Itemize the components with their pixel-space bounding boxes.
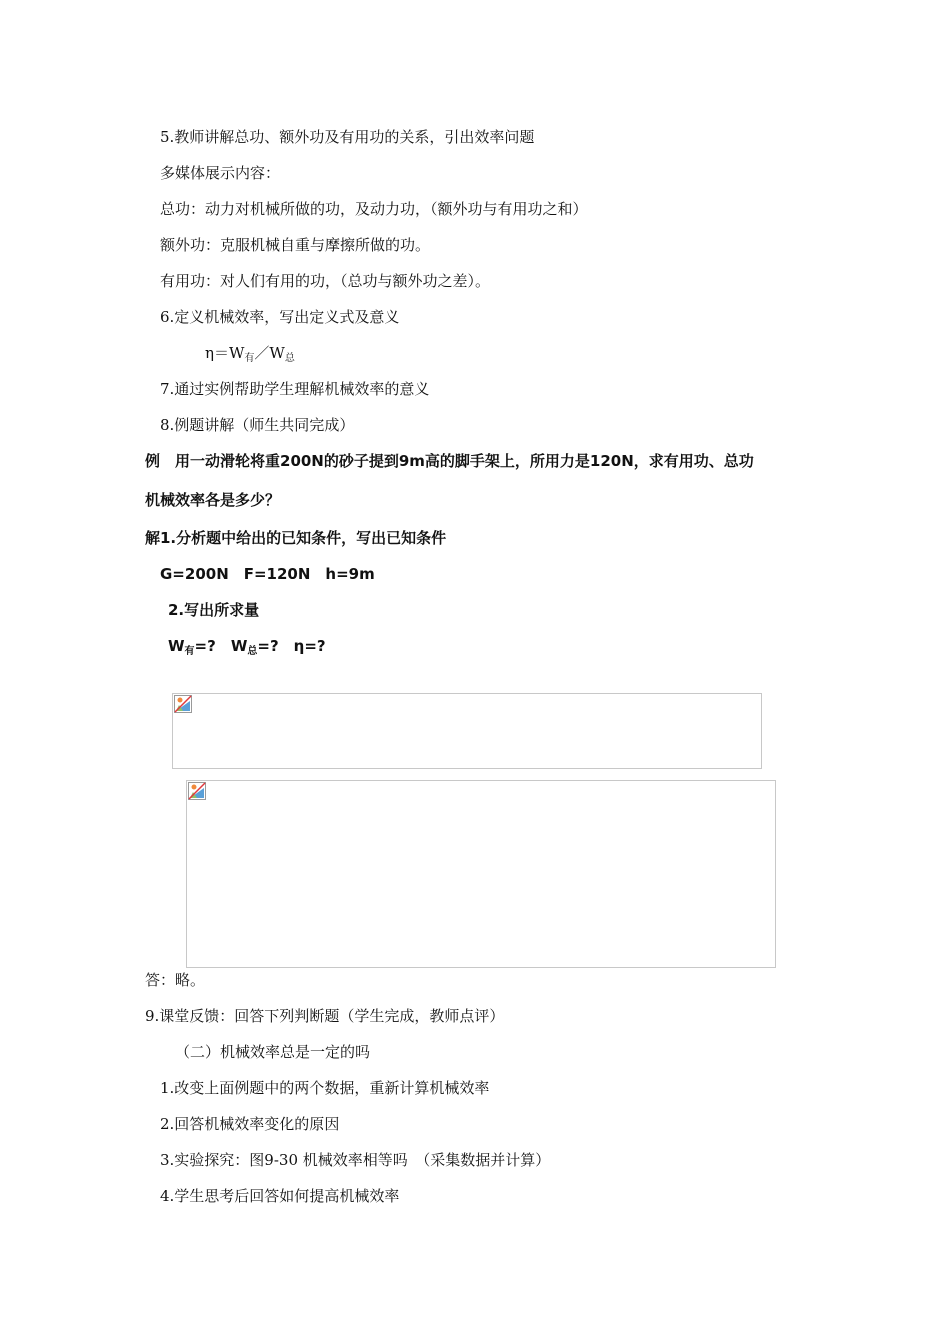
solution-step-2: 2.写出所求量 xyxy=(168,601,260,619)
efficiency-formula xyxy=(205,343,295,369)
example-problem-line-2: 机械效率各是多少？ xyxy=(145,491,281,509)
step-9: 9.课堂反馈：回答下列判断题（学生完成，教师点评） xyxy=(145,1007,505,1025)
section-2-heading: （二）机械效率总是一定的吗 xyxy=(175,1043,371,1061)
known-values: G=200N F=120N h=9m xyxy=(160,565,375,583)
unknown-w: W xyxy=(168,637,185,655)
image-placeholder-1 xyxy=(172,693,762,769)
extra-work-definition: 额外功：克服机械自重与摩擦所做的功。 xyxy=(160,236,431,254)
unknown-subscript-total: 总 xyxy=(247,646,258,657)
step-8: 8.例题讲解（师生共同完成） xyxy=(160,416,355,434)
example-problem-line-1: 例 用一动滑轮将重200N的砂子提到9m高的脚手架上，所用力是120N，求有用功、总功 xyxy=(145,452,754,470)
section-2-item-3: 3.实验探究：图9-30 机械效率相等吗 （采集数据并计算） xyxy=(160,1151,551,1169)
step-7: 7.通过实例帮助学生理解机械效率的意义 xyxy=(160,380,430,398)
image-placeholder-2 xyxy=(186,780,776,968)
media-heading: 多媒体展示内容： xyxy=(160,164,281,182)
useful-work-definition: 有用功：对人们有用的功，（总功与额外功之差）。 xyxy=(160,272,491,290)
solution-step-1: 解1.分析题中给出的已知条件，写出已知条件 xyxy=(145,529,447,547)
unknown-quantities xyxy=(168,636,326,662)
unknown-q2: =? η=? xyxy=(257,637,326,655)
section-2-item-1: 1.改变上面例题中的两个数据，重新计算机械效率 xyxy=(160,1079,490,1097)
answer-line: 答：略。 xyxy=(145,971,206,989)
formula-subscript-total: 总 xyxy=(284,353,295,364)
step-6: 6.定义机械效率，写出定义式及意义 xyxy=(160,308,400,326)
broken-image-icon xyxy=(188,782,206,800)
formula-equals-w: ＝W xyxy=(214,344,245,362)
eta-symbol: η xyxy=(205,344,214,362)
total-work-definition: 总功：动力对机械所做的功，及动力功，（额外功与有用功之和） xyxy=(160,200,588,218)
broken-image-icon xyxy=(174,695,192,713)
section-2-item-2: 2.回答机械效率变化的原因 xyxy=(160,1115,340,1133)
step-5: 5.教师讲解总功、额外功及有用功的关系，引出效率问题 xyxy=(160,128,535,146)
unknown-subscript-useful: 有 xyxy=(184,646,195,657)
section-2-item-4: 4.学生思考后回答如何提高机械效率 xyxy=(160,1187,400,1205)
formula-subscript-useful: 有 xyxy=(244,353,255,364)
unknown-q1: =? W xyxy=(194,637,248,655)
formula-slash-w: ／W xyxy=(254,344,285,362)
